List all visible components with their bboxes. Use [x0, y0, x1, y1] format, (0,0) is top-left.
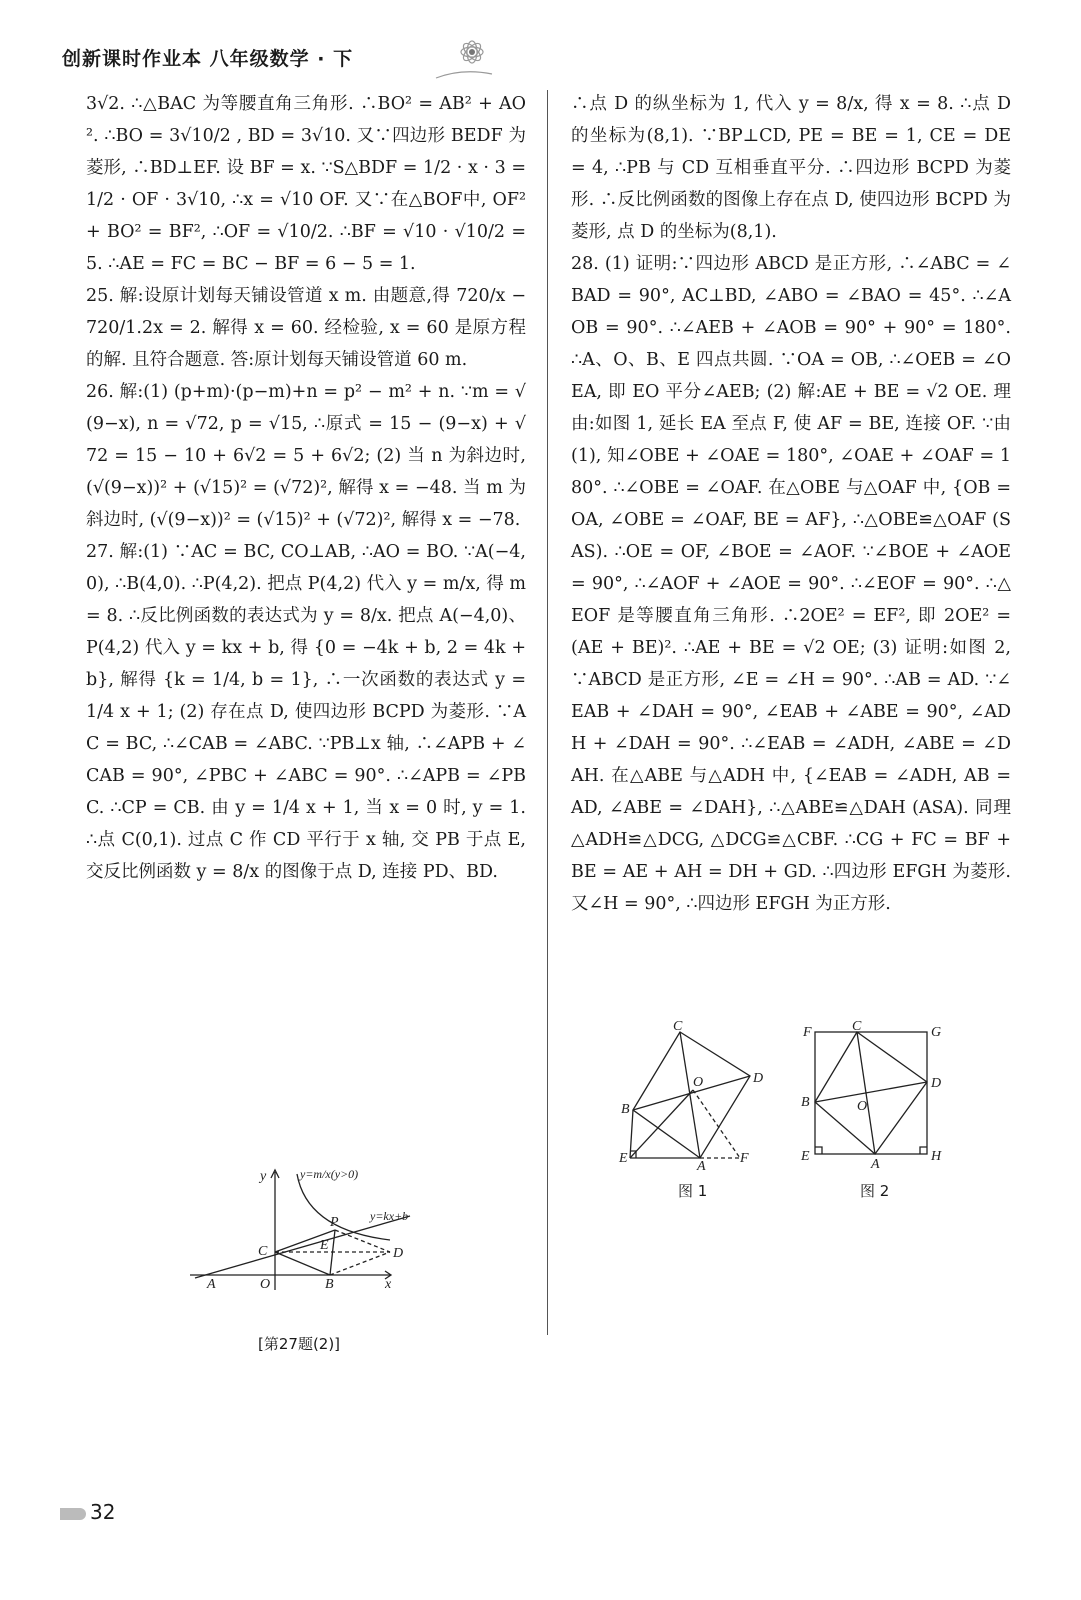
fig2-label-O: O	[857, 1099, 868, 1114]
caption-fig1: 图 1	[678, 1182, 708, 1200]
fig2-label-B: B	[801, 1095, 810, 1110]
paragraph-q26: 26. 解:(1) (p+m)·(p−m)+n = p² − m² + n. ∵m = √(9−x), n = √72, p = √15, ∴原式 = 15 − (9−x) + √72 = 15 − 10 + 6√2 = 5 + 6√2; (2) 当 n 为斜边时, (√(9−x))² + (√15)² = (√72)², 解得 x = −48. 当 m 为斜边时, (√(9−x))² = (√15)² + (√72)², 解得 x = −78.	[86, 382, 526, 530]
figure-1	[615, 1020, 775, 1170]
segment-PD-dashed	[335, 1230, 390, 1252]
caption-fig27: [第27题(2)]	[258, 1335, 341, 1353]
fig1-label-B: B	[621, 1102, 630, 1117]
fig2-label-A: A	[871, 1157, 880, 1170]
paragraph-q27-end: ∴点 D 的纵坐标为 1, 代入 y = 8/x, 得 x = 8. ∴点 D 的坐标为(8,1). ∵BP⊥CD, PE = BE = 1, CE = DE = 4, ∴PB 与 CD 互相垂直平分. ∴四边形 BCPD 为菱形. ∴反比例函数的图像上存在点 D, 使四边形 BCPD 为菱形, 点 D 的坐标为(8,1).	[571, 94, 1011, 242]
fig1-label-A: A	[697, 1159, 706, 1170]
page-number-text: 32	[90, 1500, 116, 1524]
fig1-label-O: O	[693, 1075, 704, 1090]
caption-fig2: 图 2	[860, 1182, 890, 1200]
curve-y-m-over-x	[297, 1174, 390, 1240]
fig1-label-C: C	[673, 1020, 683, 1034]
fig1-label-F: F	[740, 1151, 749, 1166]
label-B: B	[325, 1277, 334, 1292]
line-y-kx-b	[195, 1216, 410, 1278]
square-ABCD	[815, 1032, 927, 1154]
paragraph-q28: 28. (1) 证明:∵四边形 ABCD 是正方形, ∴∠ABC = ∠BAD = 90°, AC⊥BD, ∠ABO = ∠BAO = 45°. ∴∠AOB = 90°. ∴∠AEB + ∠AOB = 90° + 90° = 180°. ∴A、O、B、E 四点共圆. ∵OA = OB, ∴∠OEB = ∠OEA, 即 EO 平分∠AEB; (2) 解:AE + BE = √2 OE. 理由:如图 1, 延长 EA 至点 F, 使 AF = BE, 连接 OF. ∵由(1), 知∠OBE + ∠OAE = 180°, ∠OAE + ∠OAF = 180°. ∴∠OBE = ∠OAF. 在△OBE 与△OAF 中, {OB = OA, ∠OBE = ∠OAF, BE = AF}, ∴△OBE≌△OAF (SAS). ∴OE = OF, ∠BOE = ∠AOF. ∵∠BOE + ∠AOE = 90°, ∴∠AOF + ∠AOE = 90°. ∴∠EOF = 90°. ∴△EOF 是等腰直角三角形. ∴2OE² = EF², 即 2OE² = (AE + BE)². ∴AE + BE = √2 OE; (3) 证明:如图 2, ∵ABCD 是正方形, ∠E = ∠H = 90°. ∴AB = AD. ∵∠EAB + ∠DAH = 90°, ∠EAB + ∠ABE = 90°, ∠ADH + ∠DAH = 90°. ∴∠EAB = ∠ADH, ∠ABE = ∠DAH. 在△ABE 与△ADH 中, {∠EAB = ∠ADH, AB = AD, ∠ABE = ∠DAH}, ∴△ABE≌△DAH (ASA). 同理△ADH≌△DCG, △DCG≌△CBF. ∴CG + FC = BF + BE = AE + AH = DH + GD. ∴四边形 EFGH 为菱形. 又∠H = 90°, ∴四边形 EFGH 为正方形.	[571, 254, 1011, 914]
label-O: O	[260, 1277, 271, 1292]
segment-CB	[275, 1252, 330, 1275]
paragraph-q24-end: 3√2. ∴△BAC 为等腰直角三角形. ∴BO² = AB² + AO². ∴BO = 3√10/2 , BD = 3√10. 又∵四边形 BEDF 为菱形, ∴BD⊥EF. 设 BF = x. ∵S△BDF = 1/2 · x · 3 = 1/2 · OF · 3√10, ∴x = √10 OF. 又∵在△BOF中, OF² + BO² = BF², ∴OF = √10/2. ∴BF = √10 · √10/2 = 5. ∴AE = FC = BC − BF = 6 − 5 = 1.	[86, 94, 526, 274]
paragraph-q27: 27. 解:(1) ∵AC = BC, CO⊥AB, ∴AO = BO. ∵A(−4,0), ∴B(4,0). ∴P(4,2). 把点 P(4,2) 代入 y = m/x, 得 m = 8. ∴反比例函数的表达式为 y = 8/x. 把点 A(−4,0)、P(4,2) 代入 y = kx + b, 得 {0 = −4k + b, 2 = 4k + b}, 解得 {k = 1/4, b = 1}, ∴一次函数的表达式 y = 1/4 x + 1; (2) 存在点 D, 使四边形 BCPD 为菱形. ∵AC = BC, ∴∠CAB = ∠ABC. ∵PB⊥x 轴, ∴∠APB + ∠CAB = 90°, ∠PBC + ∠ABC = 90°. ∴∠APB = ∠PBC. ∴CP = CB. 由 y = 1/4 x + 1, 当 x = 0 时, y = 1. ∴点 C(0,1). 过点 C 作 CD 平行于 x 轴, 交 PB 于点 E, 交反比例函数 y = 8/x 的图像于点 D, 连接 PD、BD.	[86, 542, 526, 882]
fig2-label-D: D	[931, 1076, 942, 1091]
fig2-label-E: E	[801, 1149, 810, 1164]
fig1-label-D: D	[753, 1071, 764, 1086]
label-y: y	[260, 1169, 267, 1184]
page-header	[62, 44, 1019, 78]
fig2-label-C: C	[852, 1020, 862, 1034]
label-P: P	[330, 1215, 339, 1230]
segment-BD-dashed	[330, 1252, 390, 1275]
page-tab-icon	[60, 1508, 86, 1520]
left-column	[86, 88, 526, 888]
fig2-label-G: G	[931, 1025, 942, 1040]
label-C: C	[258, 1244, 268, 1259]
figure-2	[795, 1020, 955, 1170]
column-divider	[547, 90, 548, 1335]
label-E: E	[320, 1238, 329, 1253]
header-title: 创新课时作业本 八年级数学 · 下	[62, 48, 354, 70]
label-D: D	[393, 1246, 404, 1261]
label-curve: y=m/x(y>0)	[300, 1167, 359, 1181]
paragraph-q25: 25. 解:设原计划每天铺设管道 x m. 由题意,得 720/x − 720/1.2x = 2. 解得 x = 60. 经检验, x = 60 是原方程的解. 且符合题意. 答:原计划每天铺设管道 60 m.	[86, 286, 526, 370]
square-EFGH	[815, 1032, 927, 1154]
page-number	[60, 1500, 115, 1524]
fig2-label-H: H	[931, 1149, 942, 1164]
fig1-label-E: E	[619, 1151, 628, 1166]
label-x: x	[385, 1277, 392, 1292]
label-line: y=kx+b	[370, 1209, 409, 1223]
figure-q27	[185, 1160, 425, 1295]
square-ABCD	[633, 1032, 750, 1158]
fig2-label-F: F	[803, 1025, 812, 1040]
label-A: A	[207, 1277, 216, 1292]
flower-decoration-icon	[432, 38, 512, 82]
right-column	[571, 88, 1011, 920]
